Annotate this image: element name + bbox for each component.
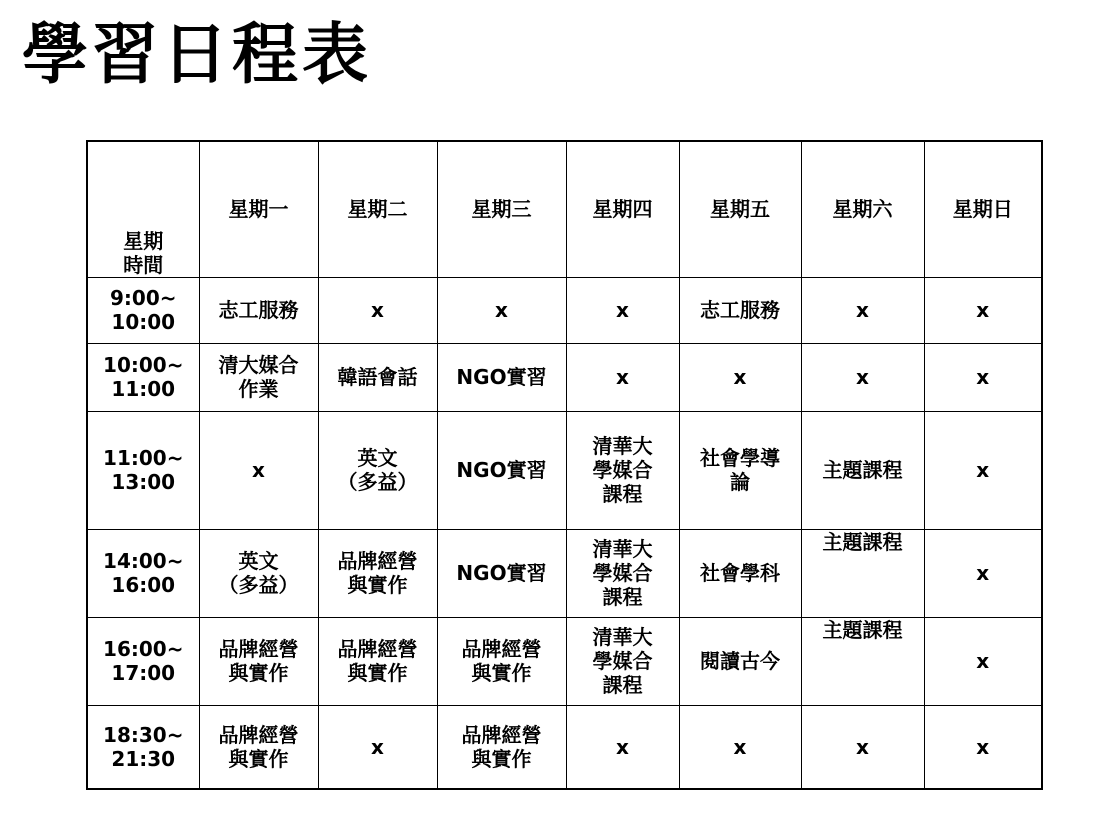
schedule-cell: 英文 （多益） (199, 529, 318, 617)
schedule-cell: x (924, 705, 1042, 789)
time-slot: 18:30~ 21:30 (87, 705, 199, 789)
schedule-cell: NGO實習 (437, 529, 566, 617)
schedule-cell: 志工服務 (679, 277, 801, 343)
schedule-cell: x (318, 705, 437, 789)
schedule-cell: 主題課程 (801, 411, 924, 529)
schedule-cell: NGO實習 (437, 343, 566, 411)
time-slot: 14:00~ 16:00 (87, 529, 199, 617)
schedule-cell: 品牌經營 與實作 (437, 705, 566, 789)
schedule-cell: x (679, 343, 801, 411)
schedule-cell: NGO實習 (437, 411, 566, 529)
corner-header (87, 141, 199, 277)
schedule-cell: x (924, 617, 1042, 705)
schedule-cell: x (924, 343, 1042, 411)
schedule-cell: 志工服務 (199, 277, 318, 343)
day-header: 星期三 (437, 141, 566, 277)
corner-time-label: 時間 (123, 252, 164, 277)
schedule-cell: 清華大 學媒合 課程 (566, 617, 679, 705)
day-header: 星期五 (679, 141, 801, 277)
schedule-cell: x (924, 277, 1042, 343)
corner-day-label: 星期 (123, 228, 164, 253)
day-header: 星期一 (199, 141, 318, 277)
schedule-cell: x (566, 343, 679, 411)
day-header: 星期六 (801, 141, 924, 277)
table-row (87, 343, 1042, 411)
schedule-cell: x (801, 705, 924, 789)
schedule-cell: 品牌經營 與實作 (437, 617, 566, 705)
table-row (87, 705, 1042, 789)
schedule-cell: 品牌經營 與實作 (199, 705, 318, 789)
schedule-cell: 主題課程 (801, 529, 924, 617)
schedule-cell: x (566, 277, 679, 343)
day-header: 星期日 (924, 141, 1042, 277)
header-row (87, 141, 1042, 277)
schedule-cell: 主題課程 (801, 617, 924, 705)
schedule-cell: 社會學導 論 (679, 411, 801, 529)
schedule-cell: 品牌經營 與實作 (199, 617, 318, 705)
day-header: 星期四 (566, 141, 679, 277)
schedule-cell: x (801, 343, 924, 411)
schedule-cell: x (924, 529, 1042, 617)
schedule-cell: x (801, 277, 924, 343)
schedule-table (86, 140, 1043, 790)
table-row (87, 277, 1042, 343)
schedule-cell: x (566, 705, 679, 789)
schedule-cell: 品牌經營 與實作 (318, 529, 437, 617)
schedule-cell: 韓語會話 (318, 343, 437, 411)
schedule-cell: 社會學科 (679, 529, 801, 617)
schedule-cell: 品牌經營 與實作 (318, 617, 437, 705)
table-row (87, 529, 1042, 617)
schedule-cell: x (318, 277, 437, 343)
schedule-cell: x (924, 411, 1042, 529)
schedule-cell: x (437, 277, 566, 343)
page-title: 學習日程表 (22, 16, 372, 93)
day-header: 星期二 (318, 141, 437, 277)
time-slot: 9:00~ 10:00 (87, 277, 199, 343)
schedule-cell: 閱讀古今 (679, 617, 801, 705)
table-row (87, 411, 1042, 529)
schedule-cell: 英文 （多益） (318, 411, 437, 529)
time-slot: 10:00~ 11:00 (87, 343, 199, 411)
schedule-cell: 清華大 學媒合 課程 (566, 411, 679, 529)
schedule-cell: 清華大 學媒合 課程 (566, 529, 679, 617)
schedule-cell: 清大媒合 作業 (199, 343, 318, 411)
schedule-cell: x (199, 411, 318, 529)
table-row (87, 617, 1042, 705)
time-slot: 16:00~ 17:00 (87, 617, 199, 705)
schedule-cell: x (679, 705, 801, 789)
time-slot: 11:00~ 13:00 (87, 411, 199, 529)
